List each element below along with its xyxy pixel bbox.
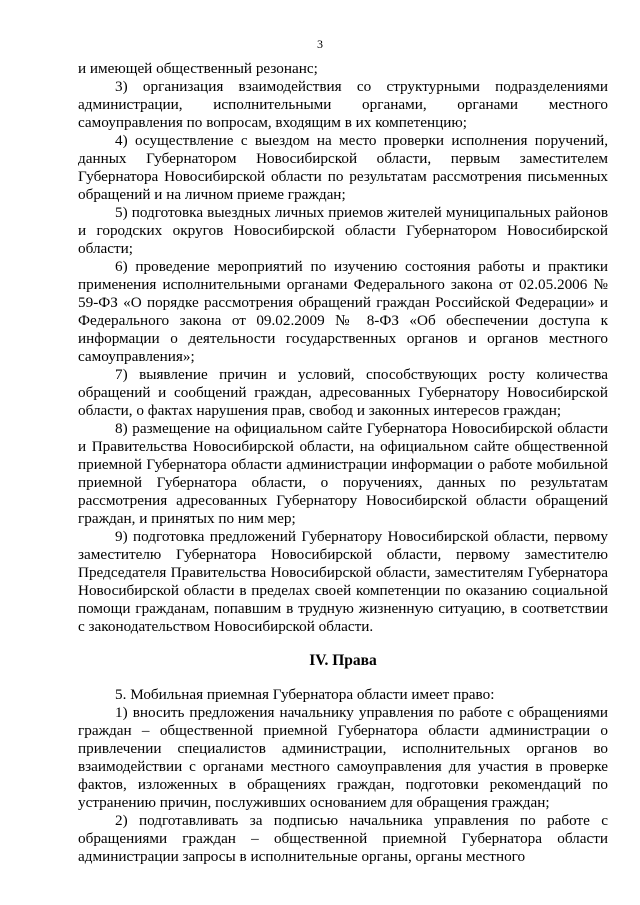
section-heading: IV. Права	[309, 652, 377, 669]
paragraph-item-4: 4) осуществление с выездом на место проверки исполнения поручений, данных Губернатором Новосибирской области, первым заместителем Губернатора Новосибирской области по результатам рассмотрения письменных обращений и на личном приеме граждан;	[78, 132, 608, 203]
paragraph-right-2: 2) подготавливать за подписью начальника управления по работе с обращениями граждан – общественной приемной Губернатора области администрации запросы в исполнительные органы, органы местного	[78, 812, 608, 865]
paragraph-clause-5: 5. Мобильная приемная Губернатора области имеет право:	[115, 686, 495, 703]
paragraph-item-9: 9) подготовка предложений Губернатору Новосибирской области, первому заместителю Губернатора Новосибирской области, первому заместителю Председателя Правительства Новосибирской области, заместителям Губернатора Новосибирской области в пределах своей компетенции по оказанию социальной помощи гражданам, попавшим в трудную жизненную ситуацию, в соответствии с законодательством Новосибирской области.	[78, 528, 608, 635]
page-number: 3	[317, 37, 323, 51]
paragraph-item-3: 3) организация взаимодействия со структурными подразделениями администрации, исполнительными органами, органами местного самоуправления по вопросам, входящим в их компетенцию;	[78, 78, 608, 131]
paragraph-item-8: 8) размещение на официальном сайте Губернатора Новосибирской области и Правительства Новосибирской области, на официальном сайте общественной приемной Губернатора области администрации информации о работе мобильной приемной Губернатора области, о поручениях, данных по результатам рассмотрения адресованных Губернатору Новосибирской области обращений граждан, и принятых по ним мер;	[78, 420, 608, 527]
paragraph-item-6: 6) проведение мероприятий по изучению состояния работы и практики применения исполнительными органами Федерального закона от 02.05.2006 № 59-ФЗ «О порядке рассмотрения обращений граждан Российской Федерации» и Федерального закона от 09.02.2009 № 8-ФЗ «Об обеспечении доступа к информации о деятельности государственных органов и органов местного самоуправления»;	[78, 258, 608, 365]
paragraph-item-7: 7) выявление причин и условий, способствующих росту количества обращений и сообщений граждан, адресованных Губернатору Новосибирской области, о фактах нарушения прав, свобод и законных интересов граждан;	[78, 366, 608, 419]
document-body	[78, 60, 608, 866]
paragraph-item-5: 5) подготовка выездных личных приемов жителей муниципальных районов и городских округов Новосибирской области Губернатором Новосибирской области;	[78, 204, 608, 257]
paragraph-continuation: и имеющей общественный резонанс;	[78, 60, 318, 77]
paragraph-right-1: 1) вносить предложения начальнику управления по работе с обращениями граждан – общественной приемной Губернатора области администрации о привлечении специалистов администрации, исполнительных органов во взаимодействии с органами местного самоуправления для участия в проверке фактов, изложенных в обращениях граждан, подготовки рекомендаций по устранению причин, послуживших основанием для обращения граждан;	[78, 704, 608, 811]
